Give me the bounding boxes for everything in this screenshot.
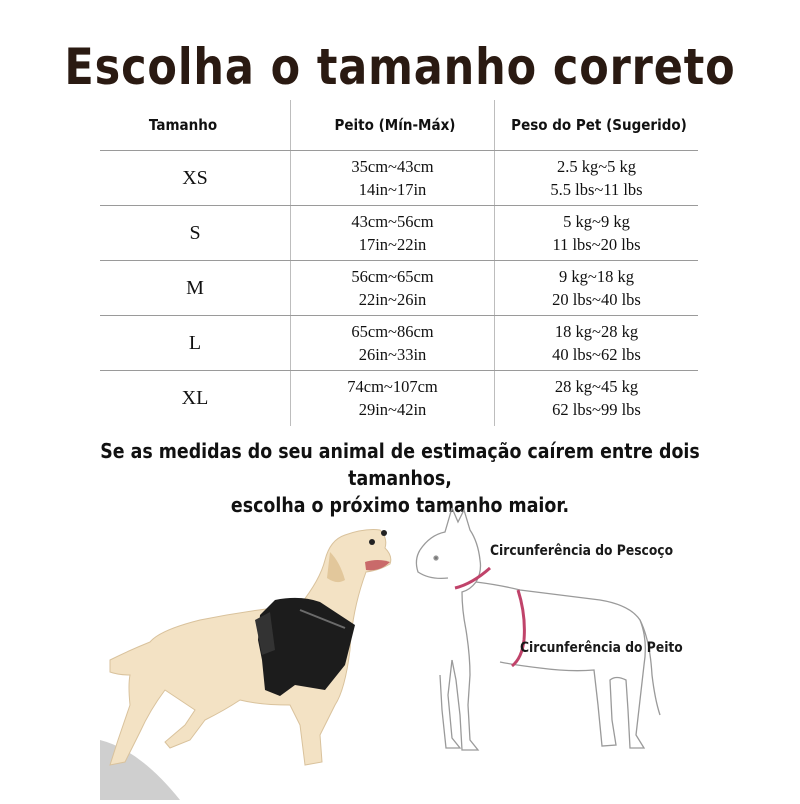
page-title: Escolha o tamanho correto — [64, 38, 736, 96]
sketch-tail — [640, 620, 660, 715]
weight-kg: 2.5 kg~5 kg — [556, 157, 637, 176]
labrador-nose — [381, 530, 387, 536]
weight-range — [495, 320, 698, 366]
sketch-front-leg-front — [452, 508, 481, 750]
header-weight: Peso do Pet (Sugerido) — [511, 116, 687, 134]
chest-in: 26in~33in — [358, 345, 427, 364]
weight-range — [495, 265, 698, 311]
header-size: Tamanho — [148, 116, 218, 134]
measurement-illustration — [0, 500, 800, 800]
chest-cm: 74cm~107cm — [347, 377, 438, 396]
table-row — [100, 371, 698, 426]
chest-range — [291, 320, 494, 366]
sketch-front-leg-back — [440, 660, 460, 748]
table-row — [100, 151, 698, 206]
table-row — [100, 206, 698, 261]
weight-kg: 28 kg~45 kg — [554, 377, 639, 396]
weight-lbs: 40 lbs~62 lbs — [552, 345, 641, 364]
size-label: XL — [181, 387, 209, 409]
weight-lbs: 5.5 lbs~11 lbs — [550, 180, 643, 199]
weight-kg: 18 kg~28 kg — [554, 322, 639, 341]
sizing-note-line-2: escolha o próximo tamanho maior. — [230, 493, 570, 517]
neck-label: Circunferência do Pescoço — [490, 543, 674, 559]
weight-lbs: 20 lbs~40 lbs — [552, 290, 641, 309]
size-label: XS — [182, 167, 208, 189]
chest-in: 17in~22in — [358, 235, 427, 254]
sketch-muzzle — [416, 550, 448, 578]
chest-cm: 35cm~43cm — [351, 157, 434, 176]
weight-lbs: 11 lbs~20 lbs — [552, 235, 641, 254]
header-chest: Peito (Mín-Máx) — [334, 116, 456, 134]
labrador-dog-image — [110, 530, 391, 765]
table-row — [100, 261, 698, 316]
size-label: M — [186, 277, 204, 299]
size-label: S — [189, 222, 201, 244]
chest-range — [291, 155, 494, 201]
chest-range — [291, 265, 494, 311]
labrador-mouth — [365, 560, 390, 570]
chest-cm: 65cm~86cm — [351, 322, 434, 341]
neck-measure-line — [455, 568, 490, 588]
sizing-note-line-1: Se as medidas do seu animal de estimação caírem entre dois tamanhos, — [100, 439, 700, 490]
weight-lbs: 62 lbs~99 lbs — [552, 400, 641, 419]
weight-kg: 5 kg~9 kg — [563, 212, 630, 231]
weight-range — [495, 210, 698, 256]
sketch-eye — [434, 556, 438, 560]
chest-range — [291, 375, 494, 421]
chest-in: 29in~42in — [358, 400, 427, 419]
floor-shadow — [100, 740, 180, 800]
sketch-head — [420, 508, 452, 550]
chest-cm: 56cm~65cm — [351, 267, 434, 286]
chest-label: Circunferência do Peito — [520, 640, 683, 656]
sketch-body — [476, 582, 645, 748]
weight-range — [495, 375, 698, 421]
labrador-eye — [369, 539, 375, 545]
weight-range — [495, 155, 698, 201]
weight-kg: 9 kg~18 kg — [559, 267, 634, 286]
chest-range — [291, 210, 494, 256]
chest-in: 22in~26in — [358, 290, 427, 309]
table-row — [100, 316, 698, 371]
size-label: L — [188, 332, 202, 354]
chest-in: 14in~17in — [358, 180, 427, 199]
size-table — [100, 100, 698, 426]
chest-cm: 43cm~56cm — [351, 212, 434, 231]
